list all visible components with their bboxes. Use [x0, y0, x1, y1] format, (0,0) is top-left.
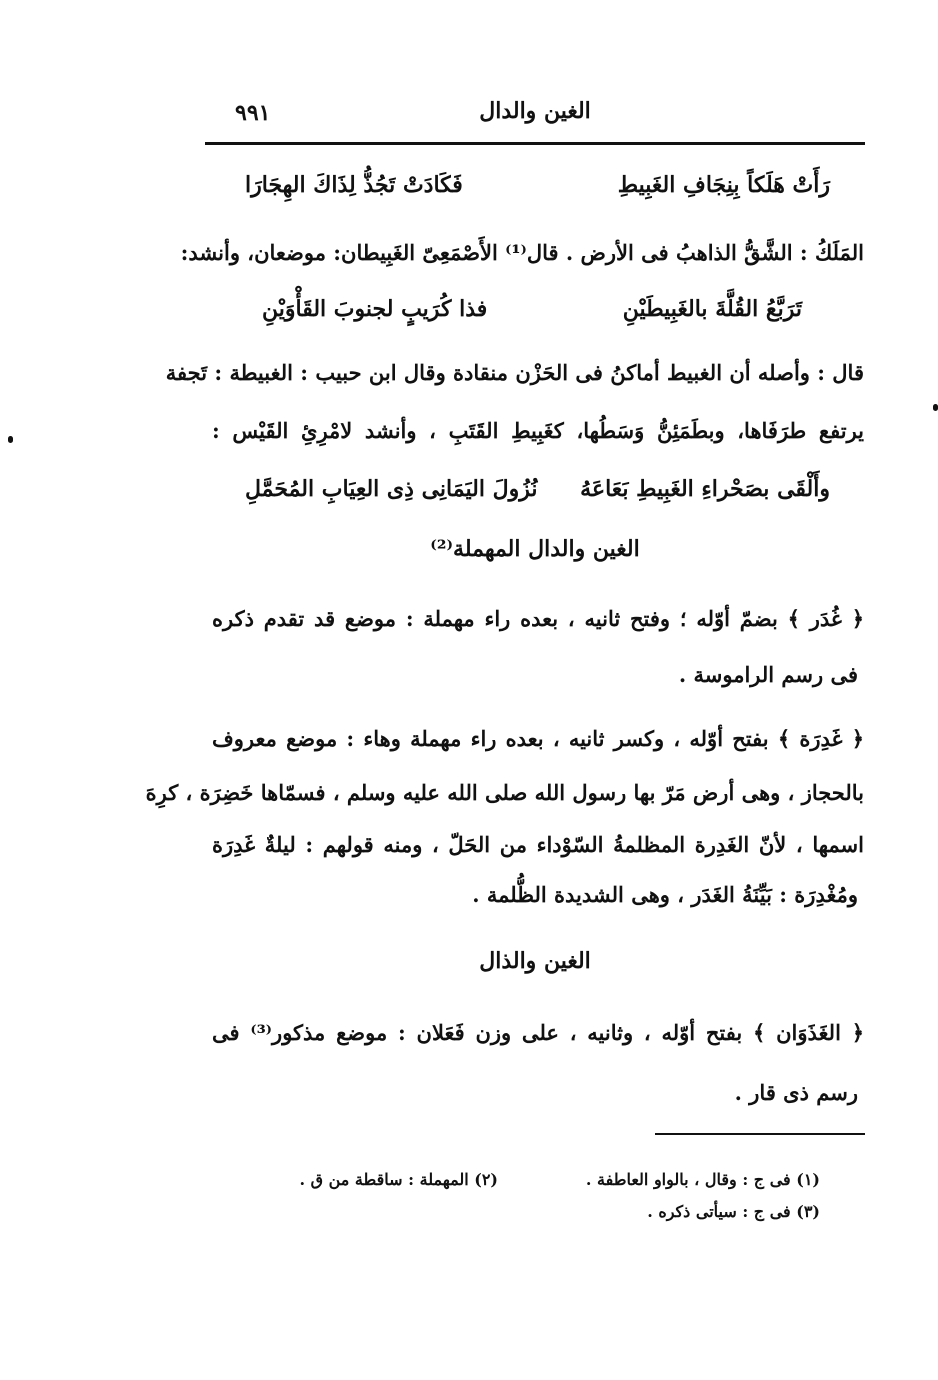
footnote-2: (٢) المهملة : ساقطة من ق .: [299, 1170, 498, 1189]
entry-line: بالحجاز ، وهى أرض مَرّ بها رسول الله صلى الله عليه وسلم ، فسمّاها خَضِرَة ، كرِهَ: [145, 780, 864, 805]
verse-2-second-hemistich: فذا كُرَيبٍ لجنوبَ القَأْوَيْنِ: [262, 296, 488, 322]
entry-line: ﴿ غُدَر ﴾ بضمّ أوّله ؛ وفتح ثانيه ، بعده راء مهملة : موضع قد تقدم ذكره: [212, 606, 864, 631]
entry-line: اسمها ، لأنّ الغَدِرة المظلمةُ السّوْداء من الحَلّ ، ومنه قولهم : ليلةٌ غَدِرَة: [212, 832, 864, 857]
verse-1-second-hemistich: فَكَادَتْ تَجُذُّ لِذَاكَ الهِجَارَا: [245, 172, 463, 198]
scan-mark: [933, 404, 938, 411]
text-line: المَلَكُ : الشَّقُّ الذاهبُ فى الأرض . قال⁽¹⁾ الأَصْمَعِىّ الغَبِيطان: موضعان، وأنشد:: [180, 240, 864, 265]
text-line: قال : وأصله أن الغبيط أماكنُ فى الحَزْن منقادة وقال ابن حبيب : الغبيطة : تَجفة: [165, 360, 864, 385]
verse-3-second-hemistich: نُزُولَ اليَمَانِى ذِى العِيَابِ المُحَمَّلِ: [245, 476, 538, 502]
footnote-rule: [655, 1133, 865, 1135]
entry-line: ومُغْدِرَة : بَيِّنَةُ الغَدَر ، وهى الشديدة الظُّلمة .: [472, 882, 858, 907]
footnote-1: (١) فى ج : وقال ، بالواو العاطفة .: [585, 1170, 820, 1189]
verse-2: [262, 296, 802, 322]
page-number: ٩٩١: [235, 100, 271, 126]
footnote-3: (٣) فى ج : سيأتى ذكره .: [647, 1202, 820, 1221]
verse-3: [245, 476, 830, 502]
running-title: الغين والدال: [479, 98, 591, 124]
verse-1: [245, 172, 830, 198]
verse-3-first-hemistich: وأَلْقَى بصَحْراءِ الغَبِيطِ بَعَاعَهُ: [580, 476, 830, 502]
section-heading: الغين والذال: [479, 948, 591, 974]
entry-line: ﴿ غَدِرَة ﴾ بفتح أوّله ، وكسر ثانيه ، بعده راء مهملة وهاء : موضع معروف: [212, 726, 864, 751]
text-line: يرتفع طرَفَاها، وبطَمَئِنُّ وَسَطُها، كغَبِيطِ القَتَبِ ، وأنشد لامْرِئِ القَيْس :: [212, 418, 864, 443]
entry-line: ﴿ الغَذَوَان ﴾ بفتح أوّله ، وثانيه ، على وزن فَعَلان : موضع مذكور⁽³⁾ فى: [212, 1020, 864, 1045]
verse-1-first-hemistich: رَأَتْ هَلَكاً بِنِجَافِ الغَبِيطِ: [617, 172, 830, 198]
scan-mark: [8, 436, 13, 443]
page-header: [205, 96, 865, 136]
entry-line: رسم ذى قار .: [734, 1080, 858, 1105]
verse-2-first-hemistich: تَرَبَّعُ القُلَّةَ بالغَبِيطَيْنِ: [622, 296, 802, 322]
header-rule: [205, 142, 865, 145]
section-heading: الغين والدال المهملة⁽²⁾: [430, 536, 640, 562]
entry-line: فى رسم الراموسة .: [678, 662, 858, 687]
